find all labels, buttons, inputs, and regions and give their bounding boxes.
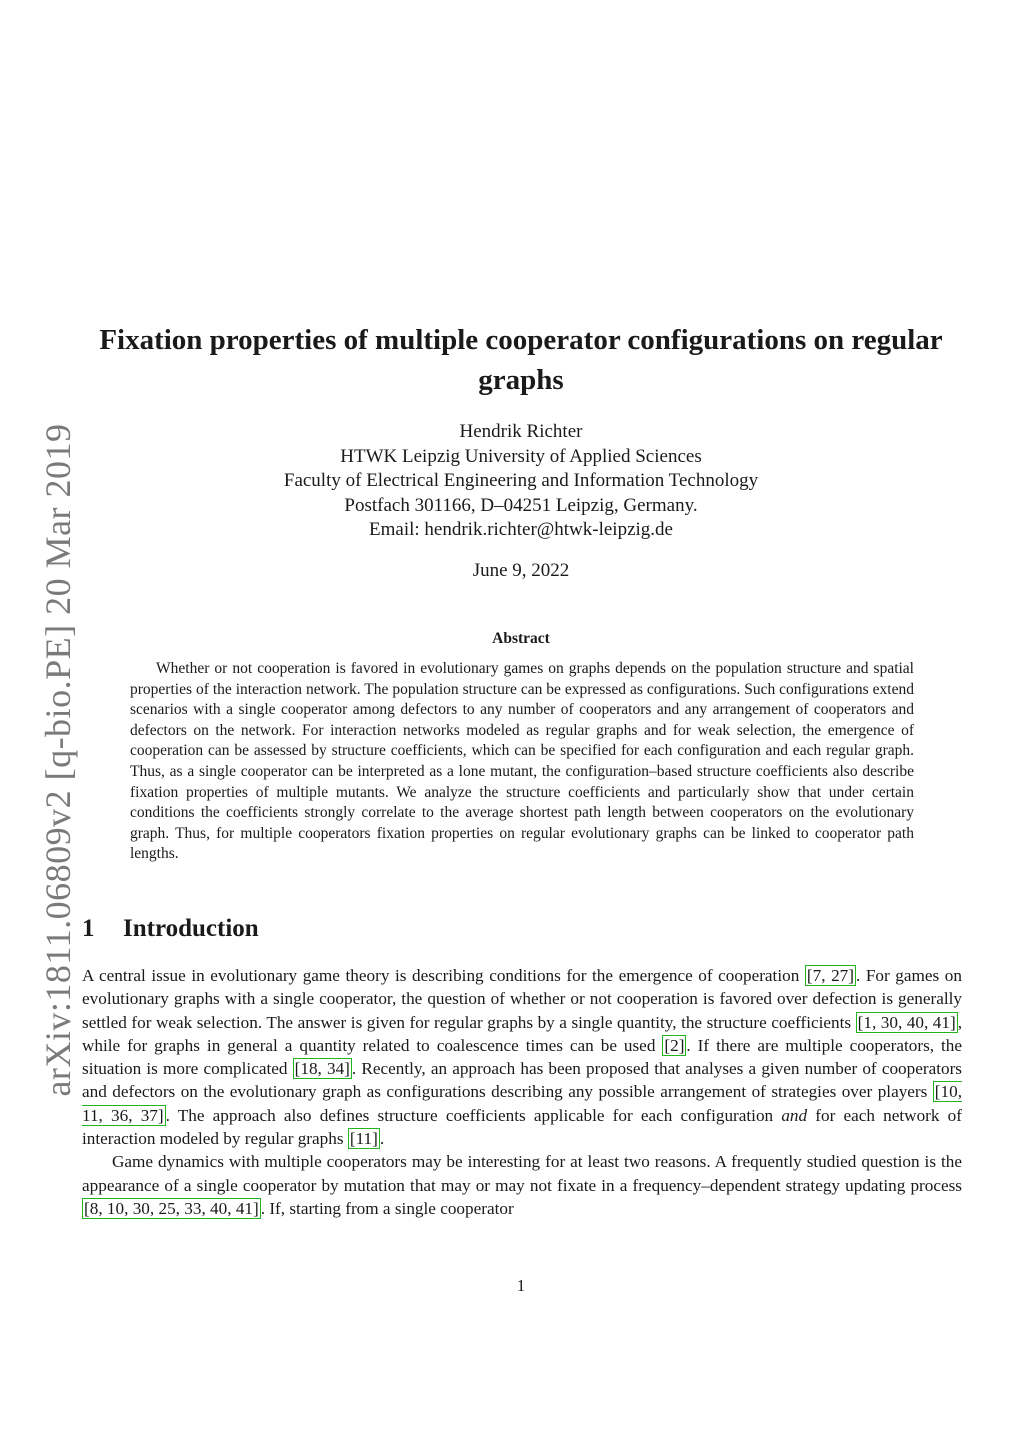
citation-link[interactable]: [1, 30, 40, 41] [857, 1012, 956, 1032]
citation-link[interactable]: [10, 11, 36, 37] [82, 1082, 962, 1125]
intro-p1-text-3: , while for graphs in general a quantity related to coalescence times can be used [82, 1012, 962, 1055]
citation-link[interactable]: [18, 34] [294, 1059, 350, 1079]
author-name: Hendrik Richter [459, 421, 583, 442]
paper-title: Fixation properties of multiple cooperator configurations on regular graphs [99, 324, 943, 396]
citation-link[interactable]: [2] [664, 1035, 685, 1055]
author-email: Email: hendrik.richter@htwk-leipzig.de [369, 519, 673, 540]
section-title: Introduction [123, 915, 259, 942]
intro-paragraph-2 [82, 1150, 962, 1220]
intro-p1-text-2: . For games on evolutionary graphs with a single cooperator, the question of whether or not cooperation is favored over defection is generally settled for weak selection. The answer is given for regular graphs by a single quantity, the structure coefficients [82, 966, 962, 1032]
arxiv-identifier-stamp: arXiv:1811.06809v2 [q-bio.PE] 20 Mar 2019 [38, 423, 78, 1097]
intro-p1-text-5: . Recently, an approach has been proposed that analyses a given number of cooperators and defectors on the evolutionary graph as configurations describing any possible arrangement of strategies over players [82, 1059, 962, 1102]
intro-p1-text-7: for each network of interaction modeled by regular graphs [82, 1105, 962, 1149]
author-block [70, 420, 972, 543]
author-address: Postfach 301166, D–04251 Leipzig, Germany. [344, 494, 698, 516]
author-institution: HTWK Leipzig University of Applied Sciences [340, 445, 702, 467]
intro-p1-text-4: . If there are multiple cooperators, the situation is more complicated [82, 1035, 963, 1079]
intro-p2-text-2: . If, starting from a single cooperator [260, 1198, 514, 1218]
citation-link[interactable]: [11] [349, 1129, 378, 1149]
abstract-text: Whether or not cooperation is favored in evolutionary games on graphs depends on the population structure and spatial properties of the interaction network. The population structure can be expressed as configurations. Such configurations extend scenarios with a single cooperator among defectors to any number of cooperators and any arrangement of cooperators and defectors on the network. For interaction networks modeled as regular graphs and for weak selection, the emergence of cooperation can be assessed by structure coefficients, which can be specified for each configuration and each regular graph. Thus, as a single cooperator can be interpreted as a lone mutant, the configuration–based structure coefficients also describe fixation properties of multiple mutants. We analyze the structure coefficients and particularly show that under certain conditions the coefficients strongly correlate to the average shortest path length between cooperators on the evolutionary graph. Thus, for multiple cooperators fixation properties on regular evolutionary graphs can be linked to cooperator path lengths. [130, 660, 914, 863]
intro-paragraph-1 [82, 964, 962, 1150]
abstract-heading: Abstract [492, 630, 550, 647]
author-faculty: Faculty of Electrical Engineering and Information Technology [283, 470, 759, 491]
citation-link[interactable]: [7, 27] [806, 966, 854, 985]
paper-date: June 9, 2022 [472, 560, 570, 581]
intro-p1-text-8: . [379, 1129, 385, 1149]
intro-p1-emphasis: and [781, 1105, 808, 1125]
intro-p1-text-1: A central issue in evolutionary game theory is describing conditions for the emergence of cooperation [82, 966, 805, 985]
section-number: 1 [82, 915, 95, 942]
section-heading [82, 915, 259, 943]
page-number: 1 [516, 1276, 526, 1295]
introduction-body [82, 964, 962, 1220]
intro-p1-text-6: . The approach also defines structure coefficients applicable for each configuration [165, 1105, 782, 1125]
citation-link[interactable]: [8, 10, 30, 25, 33, 40, 41] [84, 1198, 259, 1218]
intro-p2-text-1: Game dynamics with multiple cooperators may be interesting for at least two reasons. A frequently studied question is the appearance of a single cooperator by mutation that may or may not fixate in a frequency–dependent strategy updating process [82, 1152, 962, 1195]
